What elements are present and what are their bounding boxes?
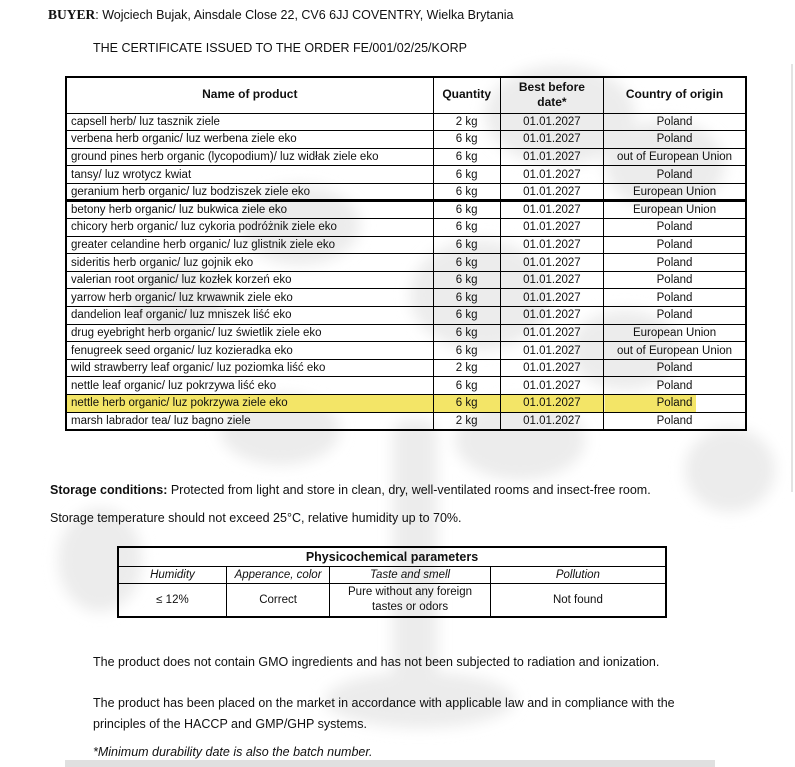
cell-product-name: verbena herb organic/ luz werbena ziele eko [66,131,433,149]
cell-origin: Poland [604,271,746,289]
cell-quantity: 6 kg [433,201,500,219]
cell-best-before: 01.01.2027 [500,412,603,430]
table-row [66,236,746,254]
table-row [66,359,746,377]
cell-quantity: 6 kg [433,324,500,342]
cell-product-name: chicory herb organic/ luz cykoria podróżnik ziele eko [66,219,433,237]
cell-product-name: geranium herb organic/ luz bodziszek ziele eko [66,183,433,201]
col-header-origin: Country of origin [604,77,746,113]
cell-quantity: 6 kg [433,254,500,272]
cell-quantity: 6 kg [433,307,500,325]
storage-temperature-line: Storage temperature should not exceed 25°C, relative humidity up to 70%. [50,511,462,525]
product-table-header [66,77,746,113]
cell-quantity: 6 kg [433,342,500,360]
table-row [66,307,746,325]
cell-quantity: 6 kg [433,131,500,149]
cell-origin: Poland [604,359,746,377]
physicochemical-title: Physicochemical parameters [118,547,666,566]
cell-quantity: 6 kg [433,183,500,201]
cell-origin: Poland [604,236,746,254]
cell-product-name: betony herb organic/ luz bukwica ziele eko [66,201,433,219]
storage-conditions-label: Storage conditions: [50,483,168,497]
durability-footnote: *Minimum durability date is also the batch number. [93,745,373,759]
table-row [66,148,746,166]
cell-best-before: 01.01.2027 [500,131,603,149]
cell-product-name: yarrow herb organic/ luz krwawnik ziele eko [66,289,433,307]
cell-best-before: 01.01.2027 [500,219,603,237]
storage-conditions-text: Protected from light and store in clean, dry, well-ventilated rooms and insect-free room. [167,483,651,497]
cell-best-before: 01.01.2027 [500,148,603,166]
cell-product-name: drug eyebright herb organic/ luz świetlik ziele eko [66,324,433,342]
gmo-note: The product does not contain GMO ingredients and has not been subjected to radiation and ionization. [93,655,660,669]
col-header-name: Name of product [66,77,433,113]
table-row [66,113,746,131]
cell-origin: Poland [604,307,746,325]
buyer-value: : Wojciech Bujak, Ainsdale Close 22, CV6 6JJ COVENTRY, Wielka Brytania [95,8,514,22]
phys-col-taste: Taste and smell [330,566,491,583]
cell-product-name: sideritis herb organic/ luz gojnik eko [66,254,433,272]
cell-product-name: nettle herb organic/ luz pokrzywa ziele eko [66,395,433,413]
bottom-cutoff-bar [65,760,715,767]
cell-product-name: capsell herb/ luz tasznik ziele [66,113,433,131]
cell-origin: Poland [604,289,746,307]
page-edge-line [791,64,793,492]
cell-best-before: 01.01.2027 [500,307,603,325]
phys-col-pollution: Pollution [490,566,666,583]
cell-best-before: 01.01.2027 [500,289,603,307]
cell-best-before: 01.01.2027 [500,201,603,219]
cell-origin: out of European Union [604,148,746,166]
cell-quantity: 6 kg [433,219,500,237]
cell-product-name: marsh labrador tea/ luz bagno ziele [66,412,433,430]
cell-best-before: 01.01.2027 [500,113,603,131]
storage-conditions-line [50,483,651,497]
cell-best-before: 01.01.2027 [500,377,603,395]
cell-product-name: tansy/ luz wrotycz kwiat [66,166,433,184]
table-row [66,342,746,360]
cell-best-before: 01.01.2027 [500,395,603,413]
cell-origin: Poland [604,113,746,131]
cell-best-before: 01.01.2027 [500,183,603,201]
col-header-quantity: Quantity [433,77,500,113]
cell-quantity: 6 kg [433,236,500,254]
cell-best-before: 01.01.2027 [500,324,603,342]
cell-quantity: 6 kg [433,377,500,395]
phys-value-pollution: Not found [490,583,666,617]
cell-quantity: 6 kg [433,289,500,307]
cell-quantity: 6 kg [433,271,500,289]
cell-product-name: ground pines herb organic (lycopodium)/ luz widłak ziele eko [66,148,433,166]
table-row [66,254,746,272]
col-header-best-before: Best before date* [500,77,603,113]
phys-value-taste: Pure without any foreign tastes or odors [330,583,491,617]
table-row [66,395,746,413]
product-table [65,76,747,431]
cell-origin: European Union [604,201,746,219]
cell-product-name: greater celandine herb organic/ luz glistnik ziele eko [66,236,433,254]
table-row [66,166,746,184]
buyer-label: BUYER [48,7,96,22]
cell-product-name: dandelion leaf organic/ luz mniszek liść eko [66,307,433,325]
cell-origin: European Union [604,324,746,342]
cell-origin: Poland [604,219,746,237]
product-table-body [66,113,746,430]
cell-product-name: nettle leaf organic/ luz pokrzywa liść eko [66,377,433,395]
cell-origin: Poland [604,377,746,395]
buyer-line [48,7,514,23]
phys-col-appearance: Apperance, color [226,566,329,583]
physicochemical-table [117,546,667,618]
cell-quantity: 6 kg [433,395,500,413]
cell-origin: European Union [604,183,746,201]
cell-best-before: 01.01.2027 [500,359,603,377]
cell-quantity: 2 kg [433,359,500,377]
cell-quantity: 6 kg [433,148,500,166]
table-row [66,201,746,219]
cell-origin: out of European Union [604,342,746,360]
phys-value-appearance: Correct [226,583,329,617]
cell-origin: Poland [604,131,746,149]
table-row [66,324,746,342]
cell-best-before: 01.01.2027 [500,254,603,272]
cell-best-before: 01.01.2027 [500,342,603,360]
table-row [66,412,746,430]
table-row [66,183,746,201]
cell-quantity: 2 kg [433,113,500,131]
phys-col-humidity: Humidity [118,566,226,583]
table-row [66,289,746,307]
cell-quantity: 2 kg [433,412,500,430]
cell-product-name: fenugreek seed organic/ luz kozieradka eko [66,342,433,360]
table-row [66,219,746,237]
table-row [66,131,746,149]
cell-product-name: valerian root organic/ luz kozłek korzeń eko [66,271,433,289]
cell-product-name: wild strawberry leaf organic/ luz poziomka liść eko [66,359,433,377]
phys-value-humidity: ≤ 12% [118,583,226,617]
cell-origin: Poland [604,412,746,430]
cell-best-before: 01.01.2027 [500,166,603,184]
cell-quantity: 6 kg [433,166,500,184]
cell-origin: Poland [604,166,746,184]
certificate-order-line: THE CERTIFICATE ISSUED TO THE ORDER FE/001/02/25/KORP [93,41,467,55]
table-row [66,271,746,289]
market-compliance-note: The product has been placed on the market in accordance with applicable law and in compliance with the principles of the HACCP and GMP/GHP systems. [93,696,675,731]
cell-best-before: 01.01.2027 [500,236,603,254]
cell-best-before: 01.01.2027 [500,271,603,289]
cell-origin: Poland [604,395,746,413]
table-row [66,377,746,395]
cell-origin: Poland [604,254,746,272]
